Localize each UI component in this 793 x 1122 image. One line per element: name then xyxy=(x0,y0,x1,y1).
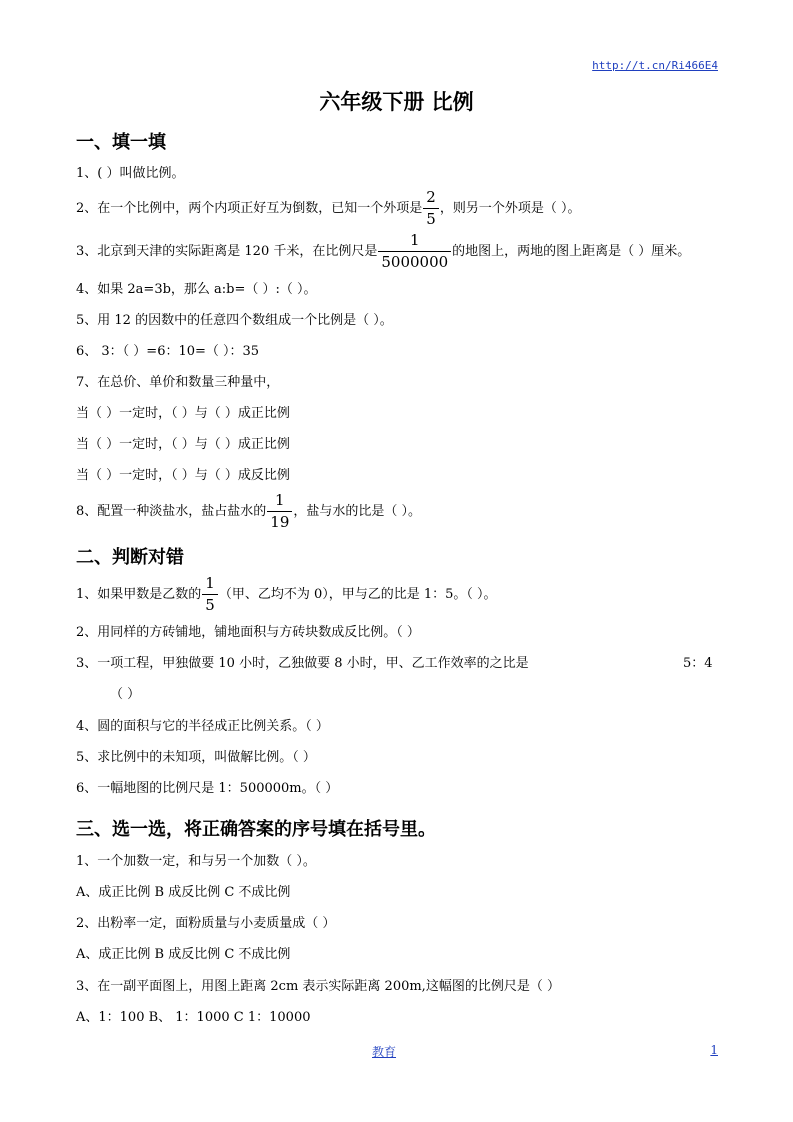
fraction-numerator: 2 xyxy=(423,190,439,209)
fraction-one-nineteenth xyxy=(267,493,292,530)
judge-question-1-text-a: 1、如果甲数是乙数的 xyxy=(76,587,202,602)
choice-question-3: 3、在一副平面图上，用图上距离 2cm 表示实际距离 200m,这幅图的比例尺是（ ） xyxy=(76,979,560,994)
fill-question-1: 1、( ）叫做比例。 xyxy=(76,166,185,181)
header-link[interactable]: http://t.cn/Ri466E4 xyxy=(592,59,718,72)
judge-question-3-ratio: 5：4 xyxy=(683,656,713,671)
choice-question-3-options: A、1：100 B、 1：1000 C 1：10000 xyxy=(76,1010,311,1025)
fill-question-2-text-a: 2、在一个比例中，两个内项正好互为倒数，已知一个外项是 xyxy=(76,201,423,216)
fill-question-6: 6、 3：（ ）=6：10=（ ）：35 xyxy=(76,344,260,359)
choice-question-2-options: A、成正比例 B 成反比例 C 不成比例 xyxy=(76,947,291,962)
fill-question-2 xyxy=(76,190,580,227)
judge-question-4: 4、圆的面积与它的半径成正比例关系。（ ） xyxy=(76,719,329,734)
page-number: 1 xyxy=(710,1043,718,1057)
fill-question-3 xyxy=(76,233,690,270)
fill-question-7-row-3: 当（ ）一定时，（ ）与（ ）成反比例 xyxy=(76,468,290,483)
judge-question-1 xyxy=(76,576,497,613)
fill-question-8 xyxy=(76,493,421,530)
page-title: 六年级下册 比例 xyxy=(319,89,474,114)
fraction-numerator: 1 xyxy=(267,493,292,512)
fill-question-8-text-a: 8、配置一种淡盐水，盐占盐水的 xyxy=(76,504,267,519)
section-heading-fill-in: 一、填一填 xyxy=(76,132,166,153)
fill-question-7-row-1: 当（ ）一定时，（ ）与（ ）成正比例 xyxy=(76,406,290,421)
fill-question-3-text-a: 3、北京到天津的实际距离是 120 千米，在比例尺是 xyxy=(76,244,378,259)
section-heading-choice: 三、选一选，将正确答案的序号填在括号里。 xyxy=(76,819,436,840)
fraction-numerator: 1 xyxy=(202,576,218,595)
fraction-denominator: 5000000 xyxy=(381,253,449,271)
judge-question-3-answer-paren: （ ） xyxy=(110,687,141,702)
fraction-two-fifths xyxy=(423,190,439,227)
fill-question-4: 4、如果 2a=3b，那么 a:b=（ ）:（ ）。 xyxy=(76,282,317,297)
choice-question-1-options: A、成正比例 B 成反比例 C 不成比例 xyxy=(76,885,291,900)
choice-question-1: 1、一个加数一定，和与另一个加数（ ）。 xyxy=(76,854,316,869)
fill-question-7: 7、在总价、单价和数量三种量中， xyxy=(76,375,280,390)
judge-question-3: 3、一项工程，甲独做要 10 小时，乙独做要 8 小时，甲、乙工作效率的之比是 xyxy=(76,656,529,671)
judge-question-1-text-b: （甲、乙均不为 0），甲与乙的比是 1：5。（ ）。 xyxy=(218,587,497,602)
judge-question-5: 5、求比例中的未知项，叫做解比例。（ ） xyxy=(76,750,316,765)
fraction-scale xyxy=(378,233,451,270)
judge-question-6: 6、一幅地图的比例尺是 1：500000m。（ ） xyxy=(76,781,339,796)
fill-question-3-text-b: 的地图上，两地的图上距离是（ ）厘米。 xyxy=(452,244,691,259)
fraction-denominator: 19 xyxy=(270,513,290,531)
fill-question-7-row-2: 当（ ）一定时，（ ）与（ ）成正比例 xyxy=(76,437,290,452)
footer-link[interactable]: 教育 xyxy=(372,1045,397,1059)
judge-question-2: 2、用同样的方砖铺地，铺地面积与方砖块数成反比例。（ ） xyxy=(76,625,420,640)
fraction-one-fifth xyxy=(202,576,218,613)
fraction-numerator: 1 xyxy=(378,233,451,252)
choice-question-2: 2、出粉率一定，面粉质量与小麦质量成（ ） xyxy=(76,916,336,931)
fill-question-5: 5、用 12 的因数中的任意四个数组成一个比例是（ ）。 xyxy=(76,313,393,328)
fill-question-8-text-b: ，盐与水的比是（ ）。 xyxy=(293,504,422,519)
fraction-denominator: 5 xyxy=(426,210,436,228)
fraction-denominator: 5 xyxy=(205,596,215,614)
section-heading-true-false: 二、判断对错 xyxy=(76,547,184,568)
fill-question-2-text-b: ，则另一个外项是（ ）。 xyxy=(439,201,581,216)
